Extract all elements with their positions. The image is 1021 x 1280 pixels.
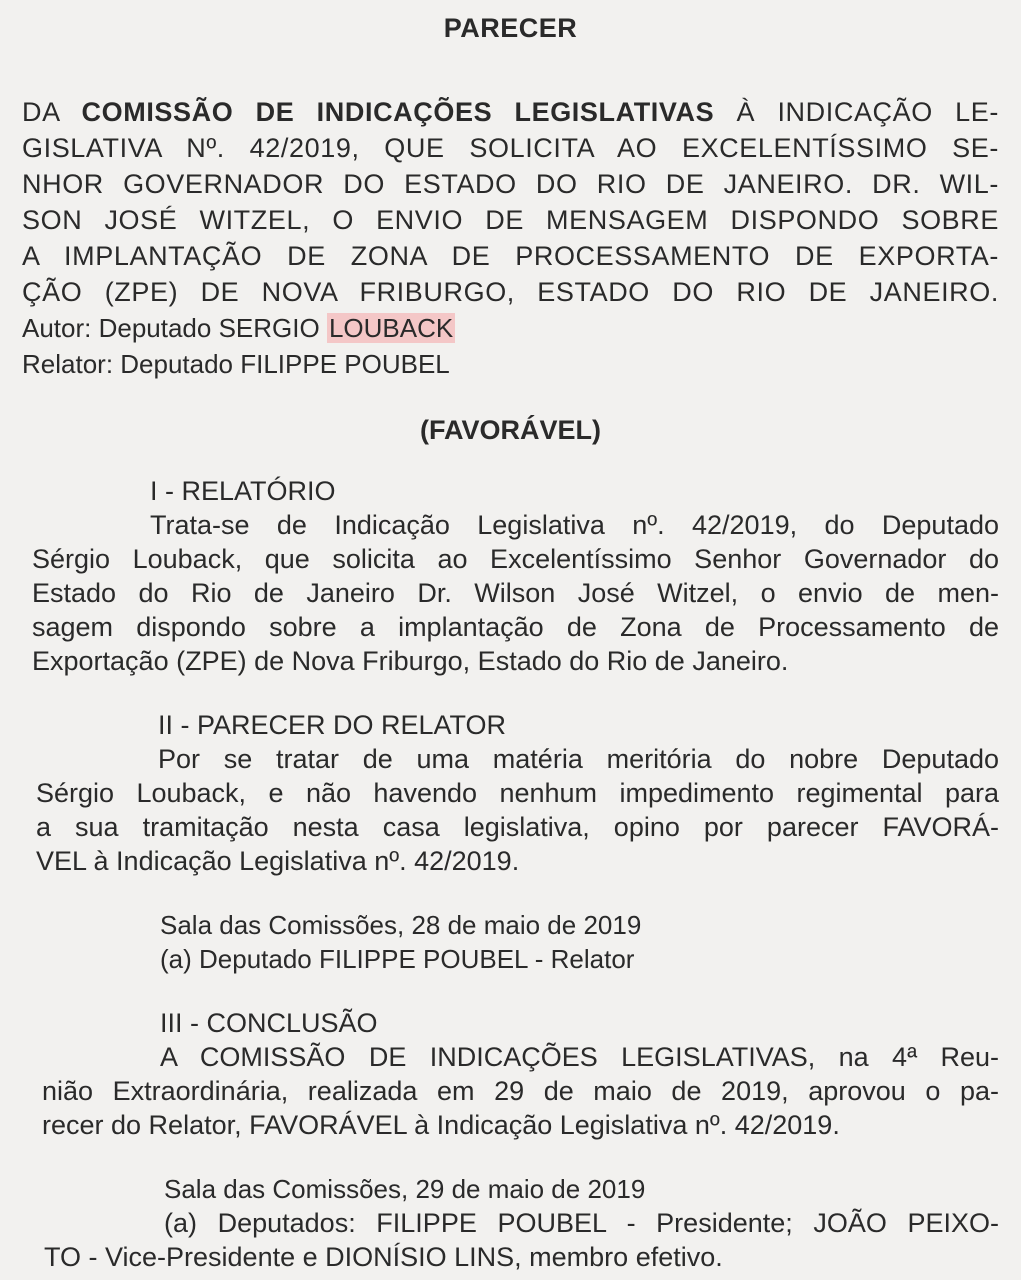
paragraph-line: Sérgio Louback, e não havendo nenhum impedimento regimental para	[36, 778, 999, 808]
heading-block	[22, 94, 999, 310]
paragraph-line: A COMISSÃO DE INDICAÇÕES LEGISLATIVAS, na 4ª Reu-	[160, 1042, 999, 1072]
relator-line: Relator: Deputado FILIPPE POUBEL	[22, 349, 450, 379]
signature-names-line: (a) Deputados: FILIPPE POUBEL - Presidente; JOÃO PEIXO-	[164, 1208, 999, 1238]
final-signatures	[22, 1172, 999, 1274]
author-line	[22, 310, 999, 346]
heading-line: SON JOSÉ WITZEL, O ENVIO DE MENSAGEM DISPONDO SOBRE	[22, 205, 999, 235]
heading-line-text: DA	[22, 97, 82, 127]
paragraph-line: Sérgio Louback, que solicita ao Excelentíssimo Senhor Governador do	[32, 544, 999, 574]
document-title: PARECER	[443, 13, 578, 43]
section-title: III - CONCLUSÃO	[160, 1008, 378, 1038]
paragraph-line: recer do Relator, FAVORÁVEL à Indicação Legislativa nº. 42/2019.	[42, 1110, 840, 1140]
heading-line	[22, 94, 999, 130]
committee-name: COMISSÃO DE INDICAÇÕES LEGISLATIVAS	[81, 97, 715, 127]
signature-names-line: TO - Vice-Presidente e DIONÍSIO LINS, membro efetivo.	[44, 1242, 723, 1272]
section-parecer-relator	[22, 708, 999, 976]
signature-date: Sala das Comissões, 29 de maio de 2019	[164, 1174, 646, 1204]
paragraph-line: Estado do Rio de Janeiro Dr. Wilson José Witzel, o envio de men-	[32, 578, 999, 608]
verdict: (FAVORÁVEL)	[420, 415, 601, 445]
paragraph-line: Trata-se de Indicação Legislativa nº. 42/2019, do Deputado	[150, 510, 999, 540]
paragraph-line: sagem dispondo sobre a implantação de Zona de Processamento de	[32, 612, 999, 642]
section-title: I - RELATÓRIO	[150, 476, 336, 506]
section-conclusao	[22, 1006, 999, 1142]
heading-line: GISLATIVA Nº. 42/2019, QUE SOLICITA AO EXCELENTÍSSIMO SE-	[22, 133, 999, 163]
paragraph-line: Por se tratar de uma matéria meritória do nobre Deputado	[158, 744, 999, 774]
signature-date: Sala das Comissões, 28 de maio de 2019	[160, 910, 642, 940]
signature-name: (a) Deputado FILIPPE POUBEL - Relator	[160, 944, 635, 974]
heading-line-text: À INDICAÇÃO LE-	[714, 97, 999, 127]
section-relatorio	[22, 474, 999, 678]
author-surname-highlight: LOUBACK	[328, 313, 454, 343]
heading-line: A IMPLANTAÇÃO DE ZONA DE PROCESSAMENTO DE EXPORTA-	[22, 241, 999, 271]
author-label: Autor: Deputado SERGIO	[22, 313, 327, 343]
heading-line: ÇÃO (ZPE) DE NOVA FRIBURGO, ESTADO DO RIO DE JANEIRO.	[22, 277, 999, 307]
paragraph-line: VEL à Indicação Legislativa nº. 42/2019.	[36, 846, 520, 876]
paragraph-line: Exportação (ZPE) de Nova Friburgo, Estado do Rio de Janeiro.	[32, 646, 789, 676]
paragraph-line: nião Extraordinária, realizada em 29 de maio de 2019, aprovou o pa-	[42, 1076, 999, 1106]
section-title: II - PARECER DO RELATOR	[158, 710, 507, 740]
paragraph-line: a sua tramitação nesta casa legislativa, opino por parecer FAVORÁ-	[36, 812, 999, 842]
heading-line: NHOR GOVERNADOR DO ESTADO DO RIO DE JANEIRO. DR. WIL-	[22, 169, 999, 199]
